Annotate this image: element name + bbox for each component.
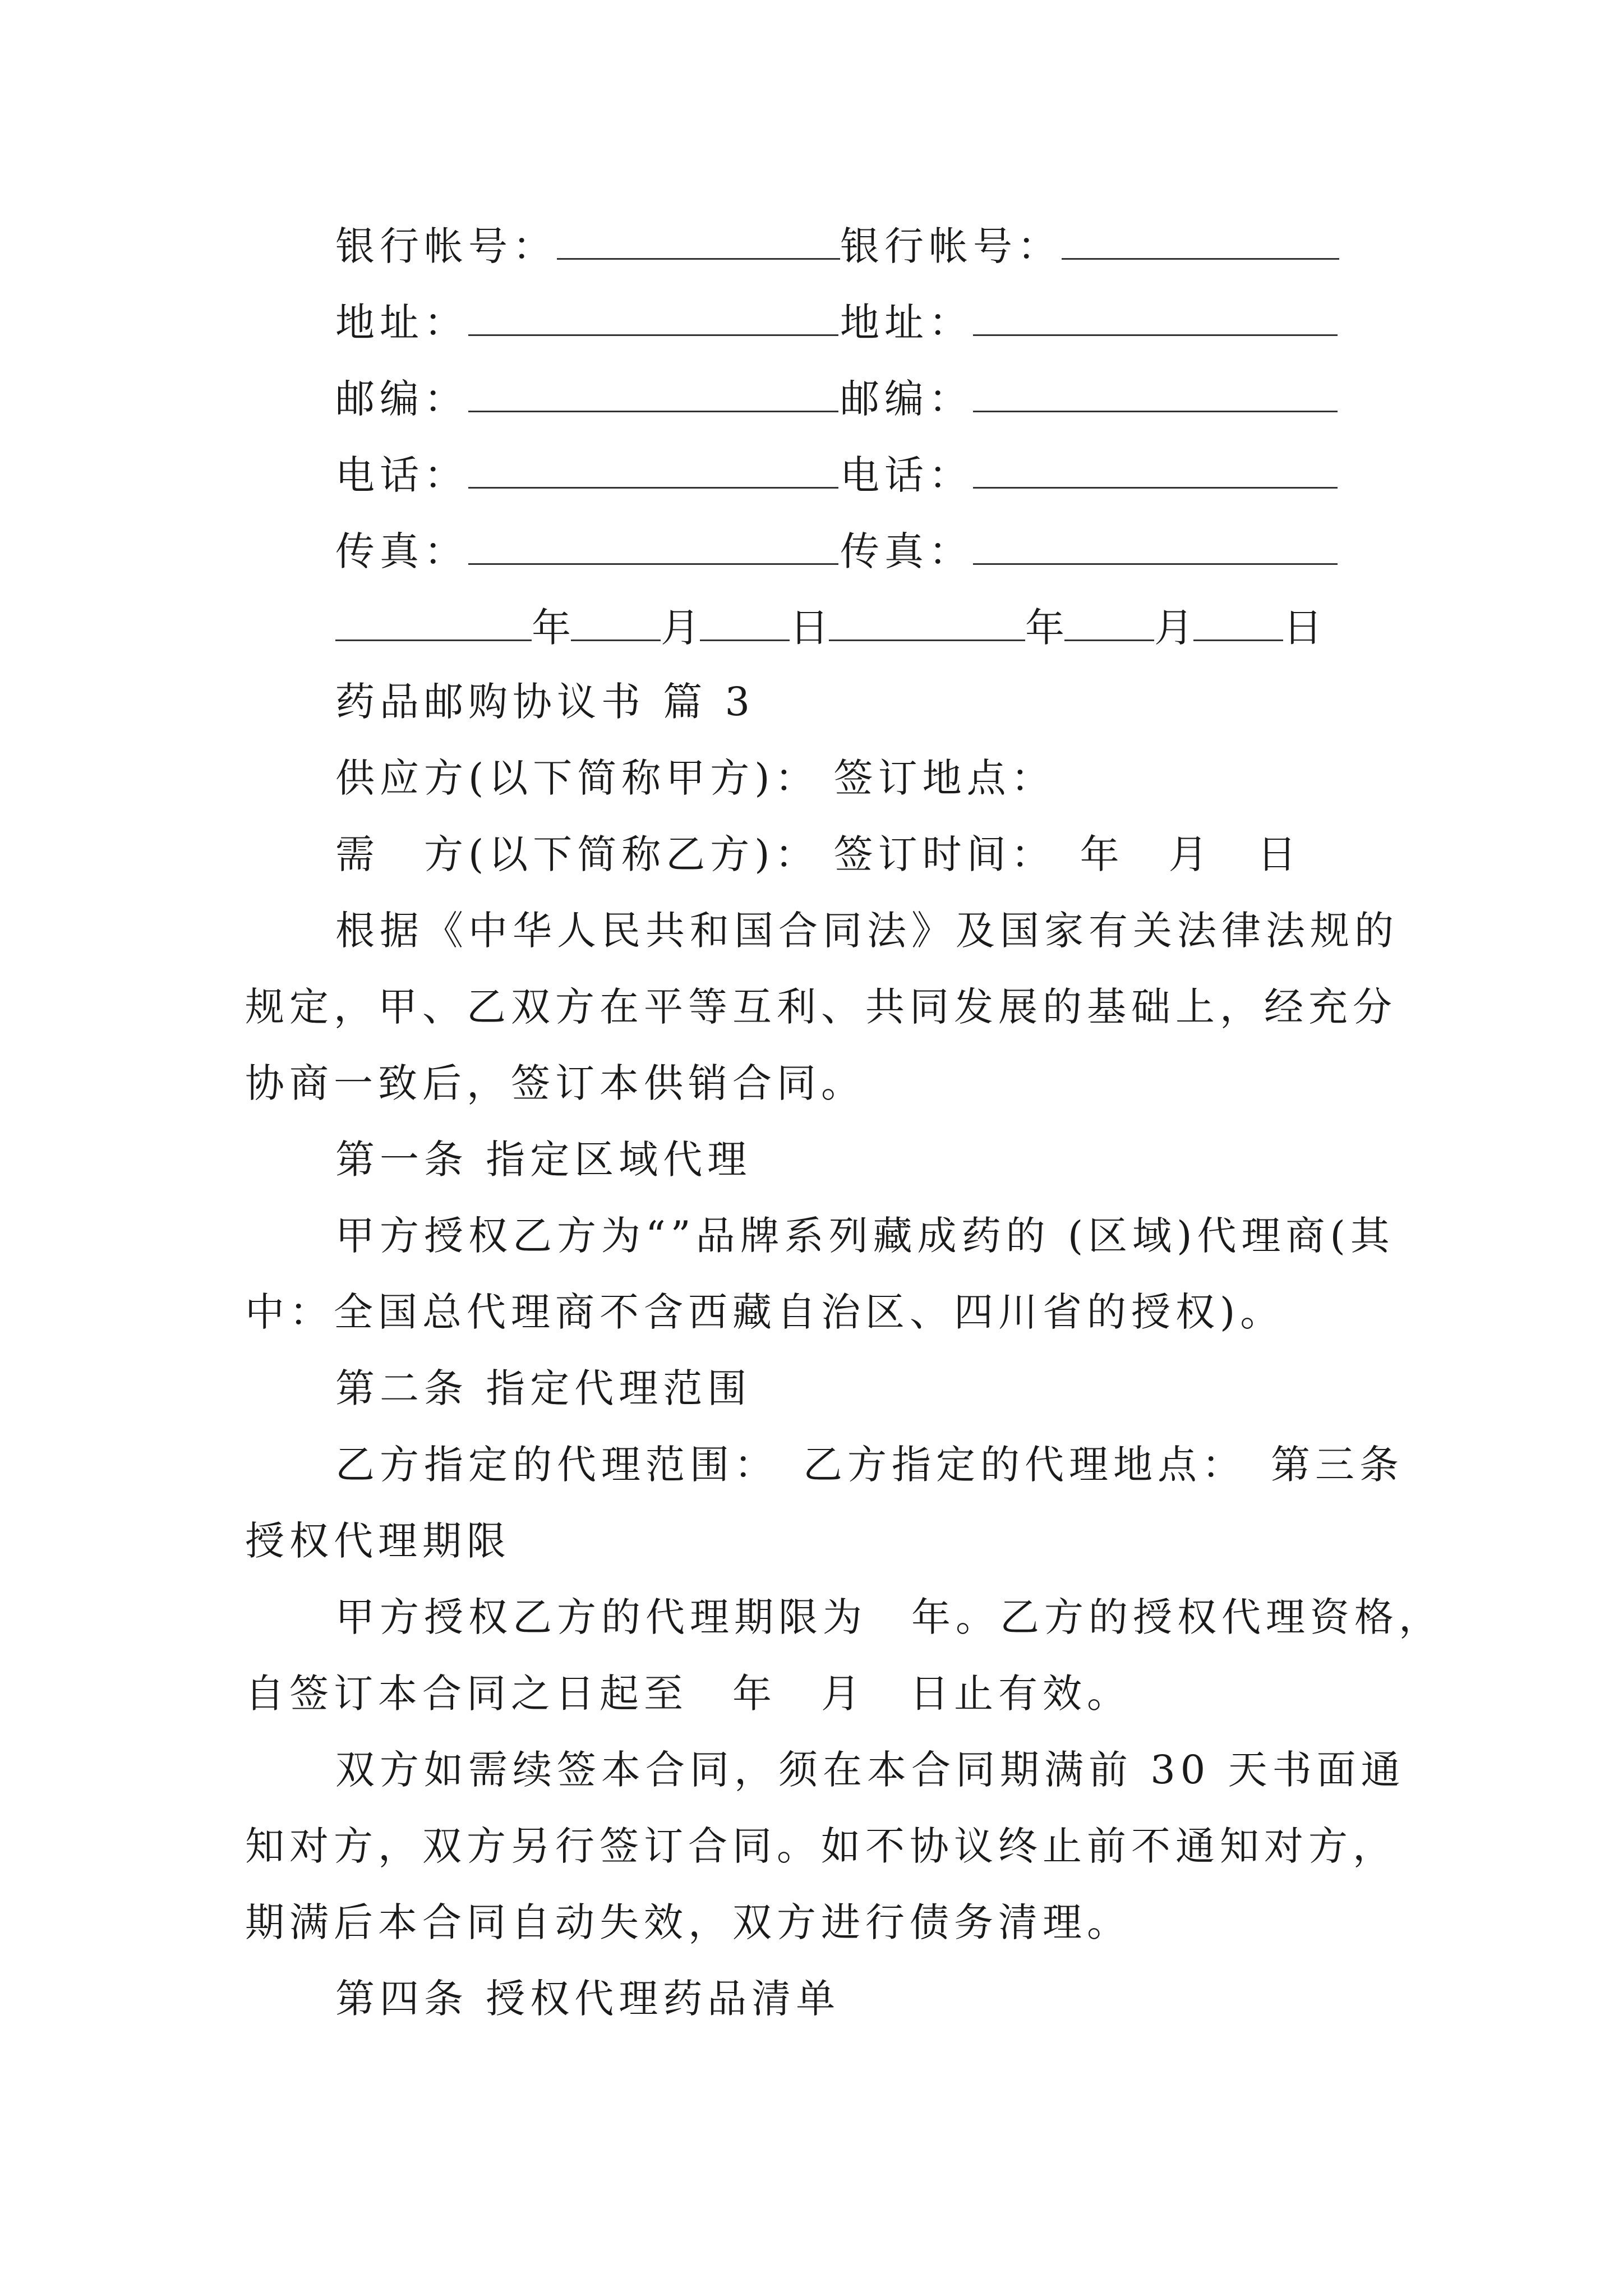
form-row-address [335,300,973,346]
phone-blank-right[interactable] [973,453,1338,489]
day-blank-left[interactable] [700,606,790,641]
article-1-heading: 第一条 指定区域代理 [335,1137,752,1182]
bank-account-blank-left[interactable] [557,224,840,260]
sign-place-label: 签订地点： [833,755,1055,801]
bank-account-blank-right[interactable] [1062,224,1339,260]
fax-blank-left[interactable] [468,530,838,565]
phone-blank-left[interactable] [468,453,838,489]
postcode-label-right: 邮编： [840,376,973,422]
body-line-14: 期满后本合同自动失效，双方进行债务清理。 [245,1899,1131,1945]
article-3-heading: 授权代理期限 [245,1518,511,1564]
form-row-phone [335,452,973,498]
day-blank-right[interactable] [1193,606,1283,641]
buyer-label: 需 方(以下简称乙方)： [335,831,819,877]
address-blank-left[interactable] [468,301,838,336]
year-label-right: 年 [1025,605,1064,651]
postcode-blank-left[interactable] [468,377,838,412]
bank-account-label-left: 银行帐号： [335,223,557,269]
article-2-heading: 第二条 指定代理范围 [335,1365,752,1411]
supplier-row [335,755,1055,801]
body-line-5: 甲方授权乙方为“”品牌系列藏成药的 (区域)代理商(其 [335,1213,1395,1259]
body-line-3: 协商一致后，签订本供销合同。 [245,1060,865,1106]
body-line-12: 双方如需续签本合同，须在本合同期满前 30 天书面通 [335,1747,1405,1793]
body-line-1: 根据《中华人民共和国合同法》及国家有关法律法规的 [335,908,1399,954]
body-line-11: 自签订本合同之日起至 年 月 日止有效。 [245,1671,1131,1717]
body-line-8: 乙方指定的代理范围： 乙方指定的代理地点： 第三条 [335,1442,1404,1488]
sign-time-label: 签订时间： 年 月 日 [833,831,1302,877]
section-heading: 药品邮购协议书 篇 3 [335,679,755,725]
month-blank-left[interactable] [571,606,661,641]
month-blank-right[interactable] [1064,606,1154,641]
year-blank-left[interactable] [335,606,532,641]
year-label-left: 年 [532,605,571,651]
form-row-bank-account [335,223,1062,269]
body-line-13: 知对方，双方另行签订合同。如不协议终止前不通知对方， [245,1823,1397,1869]
year-blank-right[interactable] [829,606,1025,641]
address-label-right: 地址： [840,300,973,346]
body-line-2: 规定，甲、乙双方在平等互利、共同发展的基础上，经充分 [245,984,1397,1030]
date-row [335,605,1322,651]
phone-label-left: 电话： [335,452,468,498]
fax-label-right: 传真： [840,528,973,574]
address-label-left: 地址： [335,300,468,346]
form-row-postcode [335,376,973,422]
fax-label-left: 传真： [335,528,468,574]
bank-account-label-right: 银行帐号： [840,223,1062,269]
fax-blank-right[interactable] [973,530,1338,565]
article-4-heading: 第四条 授权代理药品清单 [335,1976,841,2022]
address-blank-right[interactable] [973,301,1338,336]
phone-label-right: 电话： [840,452,973,498]
postcode-label-left: 邮编： [335,376,468,422]
month-label-left: 月 [661,605,700,651]
day-label-right: 日 [1283,605,1322,651]
body-line-6: 中：全国总代理商不含西藏自治区、四川省的授权)。 [245,1289,1285,1335]
supplier-label: 供应方(以下简称甲方)： [335,755,819,801]
buyer-row [335,831,1302,877]
day-label-left: 日 [790,605,829,651]
month-label-right: 月 [1154,605,1193,651]
body-line-10: 甲方授权乙方的代理期限为 年。乙方的授权代理资格， [335,1594,1443,1640]
postcode-blank-right[interactable] [973,377,1338,412]
form-row-fax [335,528,973,574]
